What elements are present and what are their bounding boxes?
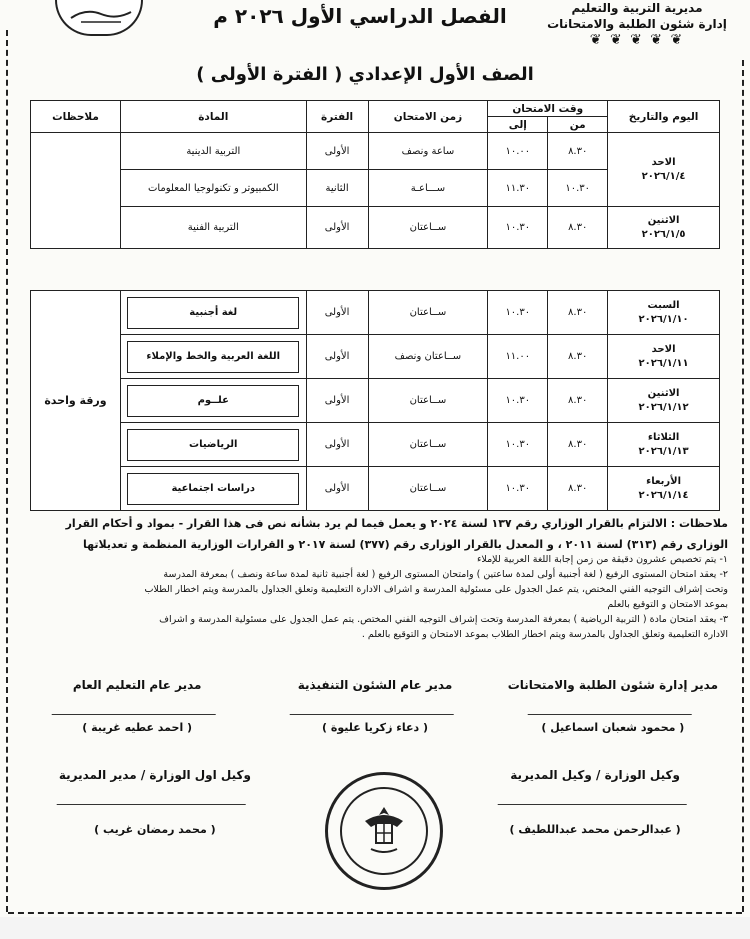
subject-box: لغة أجنبية [127,297,299,329]
from-cell: ٨.٣٠ [548,467,608,511]
eagle-emblem-icon [340,787,428,875]
period-cell: الأولى [306,335,368,379]
to-cell: ١٠.٣٠ [488,291,548,335]
notes-item3a: ٣- يعقد امتحان مادة ( التربية الرياضية ) بمعرفة المدرسة وتحت إشراف التوجيه الفني المختص. يتم عمل الجدول على مسئولية المدرسة و اشراف [159,614,728,625]
notes-item2a: ٢- يعقد امتحان المستوى الرفيع ( لغة أجنبية أولى لمدة ساعتين ) وامتحان المستوى الرفيع ( لغة أجنبية ثانية لمدة ساعة ونصف ) بمعرفة المدرسة [163,569,728,580]
signature-name: ( دعاء زكريا عليوة ) [322,721,429,734]
signature-name: ( محمد رمضان غريب ) [94,823,216,836]
signature-title: وكيل الوزارة / وكيل المديرية [510,768,680,782]
day-name: الاثنين [647,387,680,399]
duration-cell: ســاعتان [368,379,488,423]
day-cell [608,207,720,249]
duration-cell: ســـاعـة [368,170,488,207]
day-name: الاثنين [647,214,680,226]
signature-block [258,678,492,734]
to-cell: ١١.٣٠ [488,170,548,207]
day-cell [608,291,720,335]
signature-scribble-icon [57,786,253,805]
notes-item3b: الادارة التعليمية وتعلق الجداول بالمدرسة ويتم اخطار الطلاب بموعد الامتحان و التوقيع بالعلم . [361,629,728,640]
period-cell: الأولى [306,423,368,467]
signature-block [20,678,254,734]
signature-block [20,768,290,836]
subject-box: الرياضيات [127,429,299,461]
directorate-line1: مديرية التربية والتعليم [571,1,703,15]
table-row [31,335,720,379]
day-name: الاحد [651,156,676,168]
signature-scribble-icon [527,696,698,715]
day-name: السبت [647,299,680,311]
day-cell [608,467,720,511]
signature-block [496,678,730,734]
table-row [31,207,720,249]
day-cell [608,379,720,423]
day-date: ٢٠٢٦/١/١٣ [638,445,689,457]
signature-scribble-icon [497,786,693,805]
to-cell: ١٠.٣٠ [488,467,548,511]
from-cell: ٨.٣٠ [548,335,608,379]
from-cell: ٨.٣٠ [548,423,608,467]
signature-block [460,768,730,836]
header-from: من [548,117,608,133]
notes-cell [31,133,121,249]
duration-cell: ســاعتان ونصف [368,335,488,379]
subject-cell: الكمبيوتر و تكنولوجيا المعلومات [120,170,306,207]
header-period: الفترة [306,101,368,133]
table-row [31,423,720,467]
subject-cell: التربية الدينية [120,133,306,170]
day-name: الأربعاء [646,475,682,487]
day-date: ٢٠٢٦/١/١٤ [638,489,689,501]
directorate-logo [532,0,742,60]
to-cell: ١٠.٣٠ [488,379,548,423]
from-cell: ٨.٣٠ [548,291,608,335]
day-date: ٢٠٢٦/١/١٠ [638,313,689,325]
notes-main-line2: الوزارى رقم (٣١٣) لسنة ٢٠١١ ، و المعدل بالقرار الوزارى رقم (٣٧٧) لسنة ٢٠١٧ و القرارات الوزارية المنظمة و تعديلاتها [82,538,728,551]
subject-box: علــوم [127,385,299,417]
subject-cell [120,379,306,423]
subject-cell: التربية الفنية [120,207,306,249]
subject-cell [120,291,306,335]
day-name: الاحد [651,343,676,355]
table-row [31,379,720,423]
from-cell: ٨.٣٠ [548,379,608,423]
signature-title: مدير عام الشئون التنفيذية [297,678,453,692]
table-row [31,133,720,170]
header-day-date: اليوم والتاريخ [608,101,720,133]
day-date: ٢٠٢٦/١/٥ [641,228,686,240]
subject-cell [120,335,306,379]
laurel-icon: ❦ ❦ ❦ ❦ ❦ [589,32,685,48]
ministry-emblem-icon [55,0,143,36]
notes-main-line1: ملاحظات : الالتزام بالقرار الوزاري رقم ١٣٧ لسنة ٢٠٢٤ و يعمل فيما لم يرد بشأنه نص فى هذا القرار - بمواد و أحكام القرار [65,517,728,530]
table-row [31,467,720,511]
header-subject: المادة [120,101,306,133]
signature-name: ( عبدالرحمن محمد عبداللطيف ) [509,823,681,836]
notes-cell: ورقة واحدة [31,291,121,511]
subject-cell [120,423,306,467]
subject-box: دراسات اجتماعية [127,473,299,505]
to-cell: ١٠.٣٠ [488,423,548,467]
to-cell: ١٠.٣٠ [488,207,548,249]
schedule-table-part2 [30,290,720,511]
signature-scribble-icon [290,696,461,715]
header-to: إلى [488,117,548,133]
day-date: ٢٠٢٦/١/٤ [641,170,686,182]
signature-name: ( محمود شعبان اسماعيل ) [541,721,685,734]
schedule-table-part1 [30,100,720,249]
notes-section [20,516,728,642]
day-cell [608,133,720,207]
day-date: ٢٠٢٦/١/١٢ [638,401,689,413]
official-seal-icon [325,772,443,890]
period-cell: الأولى [306,207,368,249]
signature-title: وكيل اول الوزارة / مدير المديرية [58,768,251,782]
period-cell: الأولى [306,133,368,170]
day-cell [608,335,720,379]
notes-item1: ١- يتم تخصيص عشرون دقيقة من زمن إجابة اللغة العربية للإملاء [476,554,728,565]
notes-item2b: وتحت إشراف التوجيه الفني المختص، يتم عمل الجدول على مسئولية المدرسة و اشراف الادارة التعليمية وتعلق الجداول بالمدرسة ويتم اخطار الطلاب [144,584,728,595]
subject-box: اللغة العربية والخط والإملاء [127,341,299,373]
header-duration: زمن الامتحان [368,101,488,133]
period-cell: الأولى [306,291,368,335]
header-notes: ملاحظات [31,101,121,133]
signature-name: ( احمد عطيه غريبة ) [82,721,193,734]
duration-cell: ســاعتان [368,291,488,335]
page-title: الفصل الدراسي الأول ٢٠٢٦ م [213,4,507,28]
duration-cell: ســاعتان [368,207,488,249]
duration-cell: ســاعتان [368,467,488,511]
signature-title: مدير إدارة شئون الطلبة والامتحانات [507,678,719,692]
subject-cell [120,467,306,511]
from-cell: ١٠.٣٠ [548,170,608,207]
directorate-line2: إدارة شئون الطلبة والامتحانات [547,17,727,31]
footer-strip [0,917,750,939]
period-cell: الأولى [306,467,368,511]
signatures-row1 [20,678,730,734]
grade-subtitle: الصف الأول الإعدادي ( الفترة الأولى ) [196,64,534,85]
table-row [31,291,720,335]
signature-scribble-icon [52,696,223,715]
day-cell [608,423,720,467]
duration-cell: ســاعتان [368,423,488,467]
from-cell: ٨.٣٠ [548,207,608,249]
decorative-border-left [6,30,8,912]
duration-cell: ساعة ونصف [368,133,488,170]
day-name: الثلاثاء [647,431,680,443]
notes-item2c: بموعد الامتحان و التوقيع بالعلم [607,599,728,610]
period-cell: الأولى [306,379,368,423]
to-cell: ١٠.٠٠ [488,133,548,170]
signature-title: مدير عام التعليم العام [72,678,202,692]
day-date: ٢٠٢٦/١/١١ [638,357,689,369]
to-cell: ١١.٠٠ [488,335,548,379]
header-exam-time: وقت الامتحان [488,101,608,117]
from-cell: ٨.٣٠ [548,133,608,170]
decorative-border-right [742,60,744,912]
period-cell: الثانية [306,170,368,207]
